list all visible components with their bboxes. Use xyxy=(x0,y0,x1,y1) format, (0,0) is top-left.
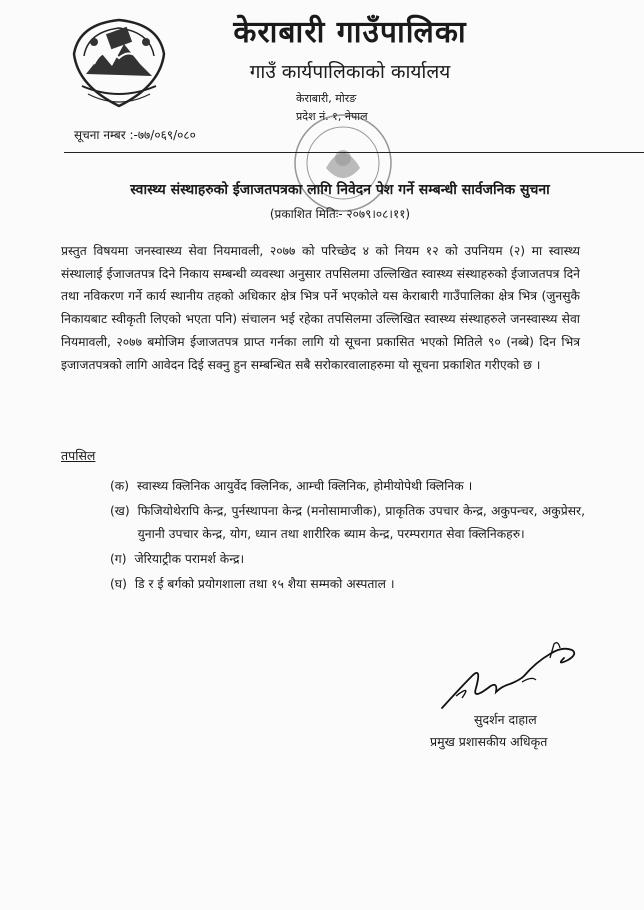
address-line-1: केराबारी, मोरङ xyxy=(296,92,357,105)
list-item-text: फिजियोथेरापि केन्द्र, पुर्नस्थापना केन्द्र (मनोसामाजीक), प्राकृतिक उपचार केन्द्र, अकुपन्चर, अकुप्रेसर, युनानी उपचार केन्द्र, योग, ध्यान तथा शारीरिक ब्याम केन्द्र, परम्परागत सेवा क्लिनिकहरु। xyxy=(137,504,585,541)
publication-date: (प्रकाशित मितिः- २०७९।०८।११) xyxy=(269,207,411,221)
list-item xyxy=(110,475,585,498)
address-line-2: प्रदेश नं. १, नेपाल xyxy=(296,110,368,123)
list-item-marker: (क) xyxy=(110,479,130,493)
notice-body: प्रस्तुत विषयमा जनस्वास्थ्य सेवा नियमावली, २०७७ को परिच्छेद ४ को नियम १२ को उपनियम (२) मा स्वास्थ्य संस्थालाई ईजाजतपत्र दिने निकाय सम्बन्धी व्यवस्था अनुसार तपसिलमा उल्लिखित स्वास्थ्य संस्थाहरुको ईजाजतपत्र दिने तथा नविकरण गर्ने कार्य स्थानीय तहको अधिकार क्षेत्र भित्र पर्ने भएकोले यस केराबारी गाउँपालिका क्षेत्र भित्र (जुनसुकै निकायबाट स्वीकृती लिएको भएता पनि) संचालन भई रहेका तपसिलमा उल्लिखित स्वास्थ्य संस्थाहरुले जनस्वास्थ्य सेवा नियमावली, २०७७ बमोजिम ईजाजतपत्र प्राप्त गर्नका लागि यो सूचना प्रकासित भएको मितिले ९० (नब्बे) दिन भित्र इजाजतपत्रको लागि आवेदन दिई सक्नु हुन सम्बन्धित सबै सरोकारवालाहरुमा यो सूचना प्रकाशित गरीएको छ । xyxy=(61,244,580,372)
office-stamp-icon xyxy=(288,108,398,218)
list-item-text: जेरियाट्रीक परामर्श केन्द्र। xyxy=(134,552,245,566)
list-item xyxy=(110,573,585,596)
list-item-text: डि र ई बर्गको प्रयोगशाला तथा १५ शैया सम्मको अस्पताल । xyxy=(134,577,395,591)
office-name: केराबारी गाउँपालिका xyxy=(233,15,467,50)
list-item xyxy=(110,500,585,546)
notice-number: सूचना नम्बर :-७७/०६९/०८० xyxy=(74,128,196,142)
list-item-marker: (ग) xyxy=(110,552,127,566)
list-item xyxy=(110,548,585,571)
facility-list xyxy=(110,475,585,596)
list-item-text: स्वास्थ्य क्लिनिक आयुर्वेद क्लिनिक, आम्ची क्लिनिक, होमीयोपेथी क्लिनिक । xyxy=(137,479,473,493)
list-heading: तपसिल xyxy=(61,448,96,463)
signer-name: सुदर्शन दाहाल xyxy=(474,712,537,727)
list-item-marker: (घ) xyxy=(110,577,127,591)
signature-icon xyxy=(432,636,592,716)
office-subtitle: गाउँ कार्यपालिकाको कार्यालय xyxy=(249,61,451,83)
list-item-marker: (ख) xyxy=(110,504,130,518)
header-divider xyxy=(64,152,644,153)
signer-title: प्रमुख प्रशासकीय अधिकृत xyxy=(430,734,548,749)
notice-title: स्वास्थ्य संस्थाहरुको ईजाजतपत्रका लागि निवेदन पेश गर्ने सम्बन्धी सार्वजनिक सुचना xyxy=(130,182,550,198)
